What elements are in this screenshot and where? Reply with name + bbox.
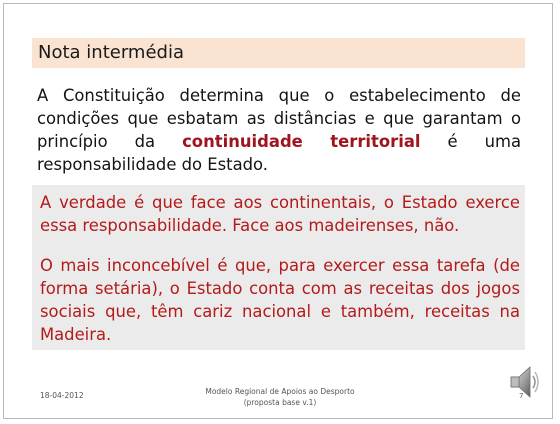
body-text-before: A Constituição determina que o estabelecimento de condições que esbatam as distâncias e que garantam o princípio da (37, 86, 521, 151)
body-text-after: é uma responsabilidade do Estado. (37, 132, 521, 174)
quote-paragraph-2: O mais inconcebível é que, para exercer essa tarefa (de forma setária), o Estado conta com as receitas dos jogos sociais que, têm cariz nacional e também, receitas na Madeira. (40, 256, 520, 344)
quote-paragraph-1: A verdade é que face aos continentais, o Estado exerce essa responsabilidade. Face aos madeirenses, não. (40, 193, 520, 235)
page-number: 7 (519, 392, 524, 400)
footer-title-line-1: Modelo Regional de Apoios ao Desporto (205, 387, 355, 396)
footer-date: 18-04-2012 (40, 391, 84, 400)
body-paragraph (37, 84, 521, 176)
footer-title (180, 386, 380, 408)
quote-box (32, 185, 525, 350)
speaker-icon[interactable] (508, 362, 542, 402)
slide-title (32, 38, 525, 68)
body-highlight: continuidade territorial (182, 132, 421, 151)
footer-title-line-2: (proposta base v.1) (243, 398, 317, 407)
slide-title-text: Nota intermédia (38, 42, 184, 63)
